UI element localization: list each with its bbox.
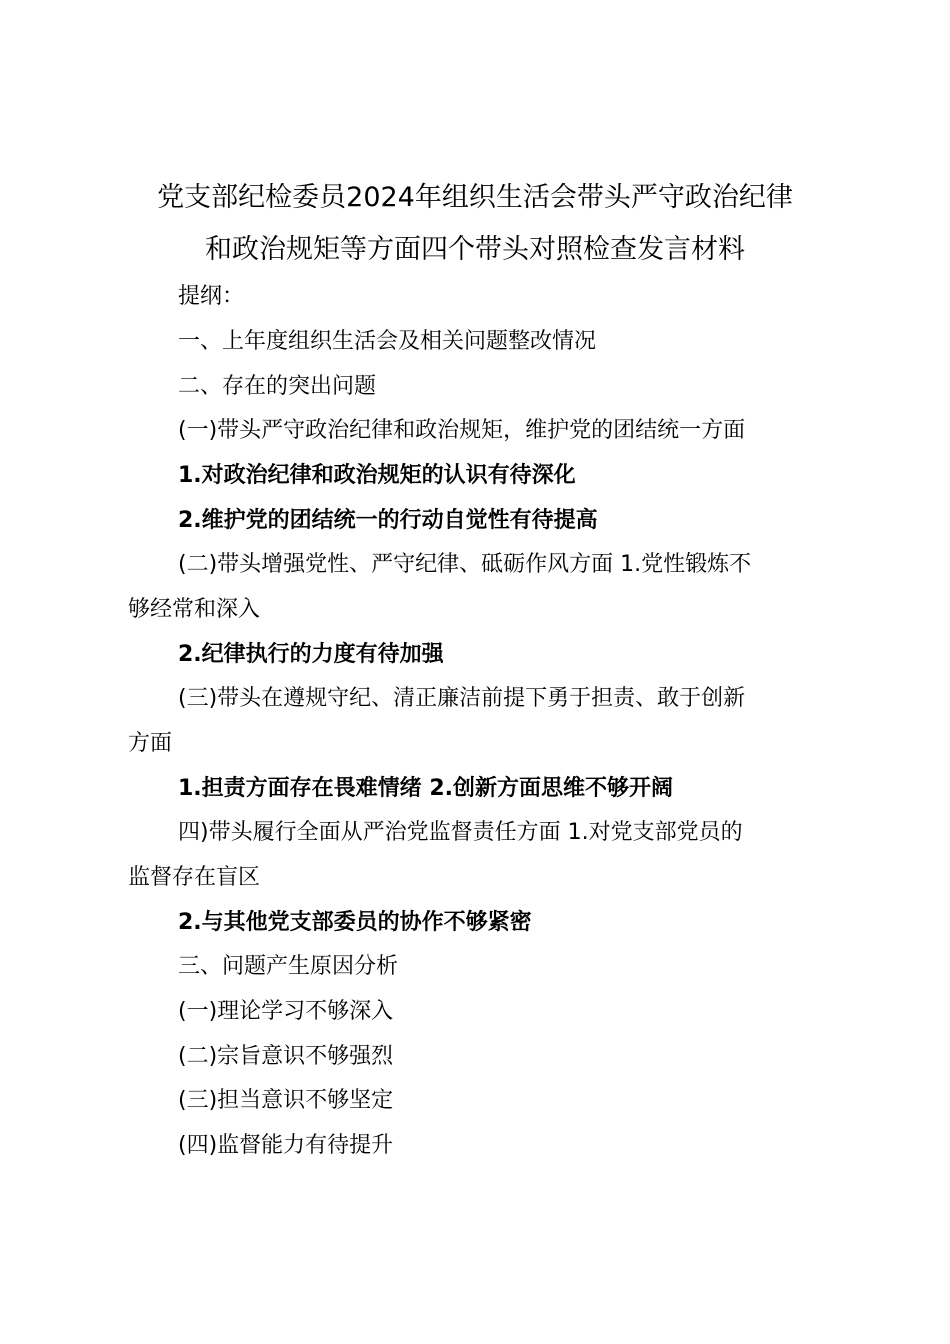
bold-item: 2.纪律执行的力度有待加强 <box>178 642 444 667</box>
section-three-heading: 三、问题产生原因分析 <box>178 954 399 979</box>
continuation-line: 够经常和深入 <box>128 597 261 622</box>
continuation-line: 监督存在盲区 <box>128 865 261 890</box>
cause-item: (四)监督能力有待提升 <box>178 1133 394 1158</box>
continuation-line: 方面 <box>128 731 173 756</box>
cause-item: (三)担当意识不够坚定 <box>178 1088 394 1113</box>
title-line-2: 和政治规矩等方面四个带头对照检查发言材料 <box>205 234 745 265</box>
bold-item: 1.担责方面存在畏难情绪 2.创新方面思维不够开阔 <box>178 776 673 801</box>
title-line-1: 党支部纪检委员2024年组织生活会带头严守政治纪律 <box>157 182 793 213</box>
subsection-heading: (三)带头在遵规守纪、清正廉洁前提下勇于担责、敢于创新 <box>178 686 746 711</box>
outline-heading: 提纲： <box>178 284 245 309</box>
subsection-heading: 四)带头履行全面从严治党监督责任方面 1.对党支部党员的 <box>178 820 743 845</box>
bold-item: 1.对政治纪律和政治规矩的认识有待深化 <box>178 463 576 488</box>
subsection-heading: (二)带头增强党性、严守纪律、砥砺作风方面 1.党性锻炼不 <box>178 552 752 577</box>
bold-item: 2.与其他党支部委员的协作不够紧密 <box>178 910 532 935</box>
bold-item: 2.维护党的团结统一的行动自觉性有待提高 <box>178 508 598 533</box>
section-two-heading: 二、存在的突出问题 <box>178 374 377 399</box>
section-one-heading: 一、上年度组织生活会及相关问题整改情况 <box>178 329 597 354</box>
cause-item: (一)理论学习不够深入 <box>178 999 394 1024</box>
cause-item: (二)宗旨意识不够强烈 <box>178 1044 394 1069</box>
subsection-heading: (一)带头严守政治纪律和政治规矩，维护党的团结统一方面 <box>178 418 746 443</box>
